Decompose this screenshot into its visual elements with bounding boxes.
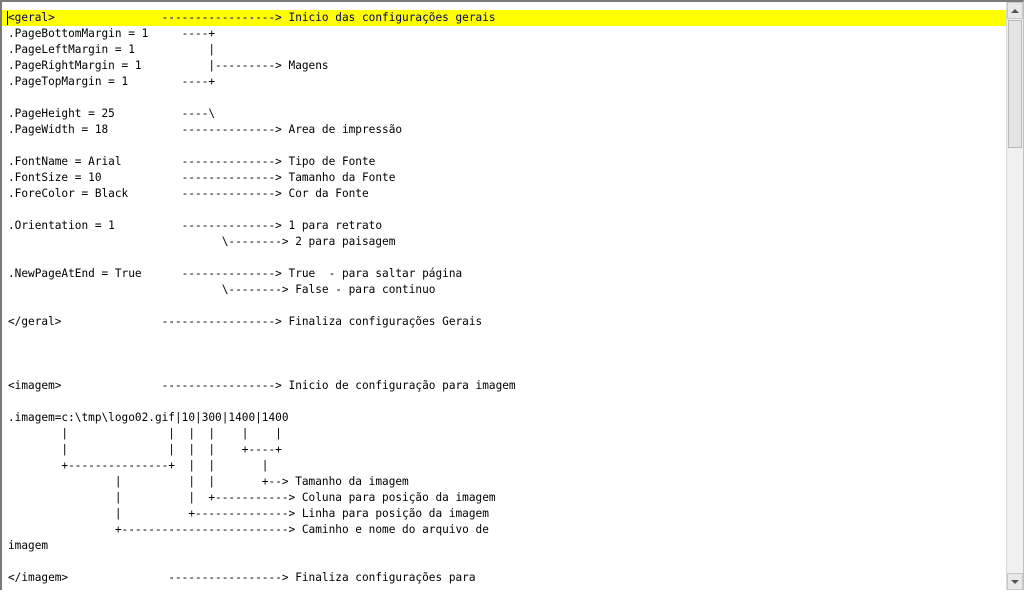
editor-line[interactable]: [2, 362, 1006, 378]
editor-line[interactable]: | +--------------> Linha para posição da imagem: [8, 507, 489, 520]
editor-line[interactable]: [2, 554, 1006, 570]
editor-line[interactable]: \--------> False - para continuo: [8, 283, 436, 296]
editor-line[interactable]: .FontName = Arial --------------> Tipo de Fonte: [8, 155, 376, 168]
editor-line[interactable]: .NewPageAtEnd = True --------------> True - para saltar página: [8, 267, 463, 280]
editor-line[interactable]: [2, 138, 1006, 154]
editor-lines: [2, 10, 1006, 586]
editor-line[interactable]: .PageWidth = 18 --------------> Area de impressão: [8, 123, 403, 136]
editor-line[interactable]: +---------------+ | | |: [8, 459, 269, 472]
editor-line[interactable]: .PageHeight = 25 ----\: [8, 107, 216, 120]
scroll-up-button[interactable]: [1007, 2, 1023, 19]
editor-line[interactable]: .FontSize = 10 --------------> Tamanho da Fonte: [8, 171, 396, 184]
editor-line[interactable]: .PageTopMargin = 1 ----+: [8, 75, 216, 88]
editor-line[interactable]: imagem: [8, 539, 49, 552]
arrow-up-icon: [1011, 9, 1019, 13]
editor-line[interactable]: .imagem=c:\tmp\logo02.gif|10|300|1400|1400: [8, 411, 289, 424]
editor-line[interactable]: +-------------------------> Caminho e nome do arquivo de: [8, 523, 489, 536]
editor-line[interactable]: [2, 90, 1006, 106]
editor-line[interactable]: [2, 298, 1006, 314]
editor-line[interactable]: <imagem> -----------------> Inicio de configuração para imagem: [8, 379, 516, 392]
editor-line[interactable]: </imagem> -----------------> Finaliza configurações para: [8, 571, 476, 584]
scroll-down-button[interactable]: [1007, 573, 1023, 590]
editor-line[interactable]: | | | | +----+: [8, 443, 282, 456]
scrollbar-thumb[interactable]: [1008, 20, 1022, 148]
editor-line[interactable]: [2, 394, 1006, 410]
editor-line[interactable]: </geral> -----------------> Finaliza configurações Gerais: [8, 315, 483, 328]
editor-line[interactable]: \--------> 2 para paisagem: [8, 235, 396, 248]
text-caret: [7, 11, 8, 25]
editor-line[interactable]: [2, 250, 1006, 266]
editor-line[interactable]: .PageLeftMargin = 1 |: [8, 43, 216, 56]
editor-line[interactable]: .Orientation = 1 --------------> 1 para retrato: [8, 219, 383, 232]
editor-line[interactable]: [2, 202, 1006, 218]
editor-line[interactable]: | | +-----------> Coluna para posição da imagem: [8, 491, 496, 504]
editor-line[interactable]: .ForeColor = Black --------------> Cor da Fonte: [8, 187, 369, 200]
editor-line[interactable]: | | | +--> Tamanho da imagem: [8, 475, 409, 488]
editor-line-current[interactable]: <geral> -----------------> Inicio das configurações gerais: [2, 10, 1006, 26]
editor-line[interactable]: .PageRightMargin = 1 |---------> Magens: [8, 59, 329, 72]
text-editor[interactable]: [2, 10, 1006, 592]
editor-line[interactable]: [2, 346, 1006, 362]
editor-line[interactable]: [2, 330, 1006, 346]
editor-line[interactable]: | | | | | |: [8, 427, 282, 440]
arrow-down-icon: [1011, 580, 1019, 584]
editor-line[interactable]: .PageBottomMargin = 1 ----+: [8, 27, 216, 40]
vertical-scrollbar[interactable]: [1006, 2, 1023, 590]
